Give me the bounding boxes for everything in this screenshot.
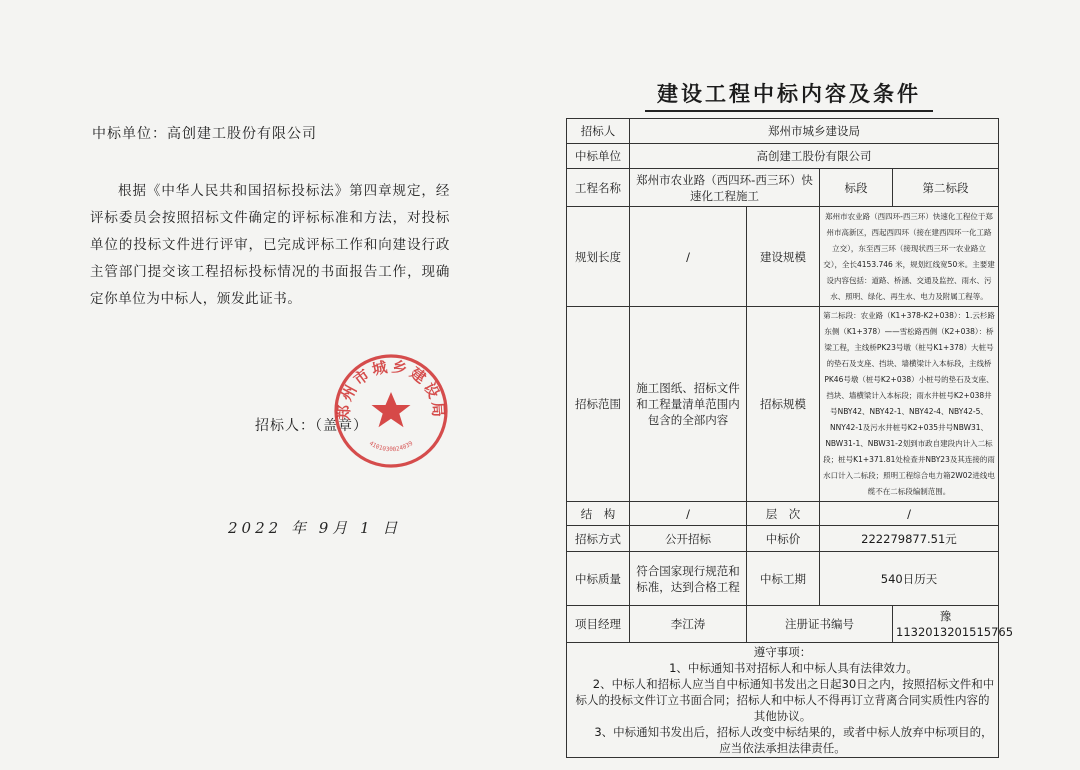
tenderer-label: 招标人 (567, 119, 630, 144)
conditions-title: 建设工程中标内容及条件 (645, 78, 933, 112)
table-row (567, 119, 999, 144)
scope-label: 招标范围 (567, 307, 630, 502)
floors-label: 层 次 (747, 502, 820, 526)
table-row (567, 606, 999, 643)
project-name-label: 工程名称 (567, 169, 630, 207)
section-value: 第二标段 (893, 169, 999, 207)
section-label: 标段 (820, 169, 893, 207)
quality-value: 符合国家现行规范和标准，达到合格工程 (630, 552, 747, 606)
duration-label: 中标工期 (747, 552, 820, 606)
quality-label: 中标质量 (567, 552, 630, 606)
method-label: 招标方式 (567, 526, 630, 552)
price-label: 中标价 (747, 526, 820, 552)
tender-scale-value: 第二标段：农业路（K1+378-K2+038）：1.云杉路东侧（K1+378）——雪松路西侧（K2+038）：桥梁工程，主线桥PK23号墩（桩号K1+378）大桩号的垫石及支座、挡块、墙横梁计入本标段，主线桥PK46号墩（桩号K2+038）小桩号的垫石及支座、挡块、墙横梁计入本标段；雨水井桩号K2+038井号NBY42、NBY42-1、NBY42-4、NBY42-5、NNY42-1及污水井桩号K2+035井号NBW31、NBW31-1、NBW31-2划到市政自建段内计入二标段；桩号K1+371.81处检查井NBY23及其连接的雨水口计入二标段；照明工程综合电力箱2W02进线电缆不在二标段编制范围。 (820, 307, 999, 502)
winner-label: 中标单位 (567, 144, 630, 169)
build-scale-value: 郑州市农业路（西四环-西三环）快速化工程位于郑州市高新区，西起西四环（接在建西四环一化工路立交），东至西三环（接现状西三环一农业路立交），全长4153.746 米，规划红线宽50米。主要建设内容包括：道路、桥涵、交通及监控、雨水、污水、照明、绿化、再生水、电力及附属工程等。 (820, 207, 999, 307)
table-row (567, 144, 999, 169)
manager-label: 项目经理 (567, 606, 630, 643)
project-name-value: 郑州市农业路（西四环-西三环）快速化工程施工 (630, 169, 820, 207)
table-row (567, 307, 999, 502)
winner-value: 高创建工股份有限公司 (630, 144, 999, 169)
notes-title: 遵守事项： (753, 645, 812, 659)
notice-body: 根据《中华人民共和国招标投标法》第四章规定，经评标委员会按照招标文件确定的评标标准和方法，对投标单位的投标文件进行评审，已完成评标工作和向建设行政主管部门提交该工程招标投标情况的书面报告工作，现确定你单位为中标人，颁发此证书。 (90, 183, 450, 307)
plan-length-label: 规划长度 (567, 207, 630, 307)
table-row (567, 502, 999, 526)
structure-value: / (630, 502, 747, 526)
note-item: 2、中标人和招标人应当自中标通知书发出之日起30日之内，按照招标文件和中标人的投标文件订立书面合同；招标人和中标人不得再订立背离合同实质性内容的其他协议。 (575, 677, 995, 723)
cert-label: 注册证书编号 (747, 606, 893, 643)
tenderer-value: 郑州市城乡建设局 (630, 119, 999, 144)
cert-value: 豫1132013201515765 (893, 606, 999, 643)
handwritten-date: 2022 年 9月 1 日 (228, 519, 402, 537)
manager-value: 李江涛 (630, 606, 747, 643)
bid-conditions-table (566, 118, 1014, 758)
table-row (567, 526, 999, 552)
method-value: 公开招标 (630, 526, 747, 552)
tenderer-signature-line: 招标人：（盖章） (255, 418, 368, 434)
table-row (567, 169, 999, 207)
svg-text:4101030024039: 4101030024039 (367, 439, 415, 454)
floors-value: / (820, 502, 999, 526)
structure-label: 结 构 (567, 502, 630, 526)
official-seal (332, 352, 450, 470)
note-item: 3、中标通知书发出后，招标人改变中标结果的，或者中标人放弃中标项目的，应当依法承担法律责任。 (594, 725, 993, 755)
table-row (567, 207, 999, 307)
note-item: 1、中标通知书对招标人和中标人具有法律效力。 (669, 661, 918, 675)
compliance-notes (567, 643, 999, 758)
svg-text:郑州市城乡建设局: 郑州市城乡建设局 (334, 357, 448, 421)
scope-value: 施工图纸、招标文件和工程量清单范围内包含的全部内容 (630, 307, 747, 502)
table-row (567, 552, 999, 606)
duration-value: 540日历天 (820, 552, 999, 606)
table-row (567, 643, 999, 758)
build-scale-label: 建设规模 (747, 207, 820, 307)
price-value: 222279877.51元 (820, 526, 999, 552)
winner-line: 中标单位：高创建工股份有限公司 (92, 126, 317, 142)
tender-scale-label: 招标规模 (747, 307, 820, 502)
plan-length-value: / (630, 207, 747, 307)
